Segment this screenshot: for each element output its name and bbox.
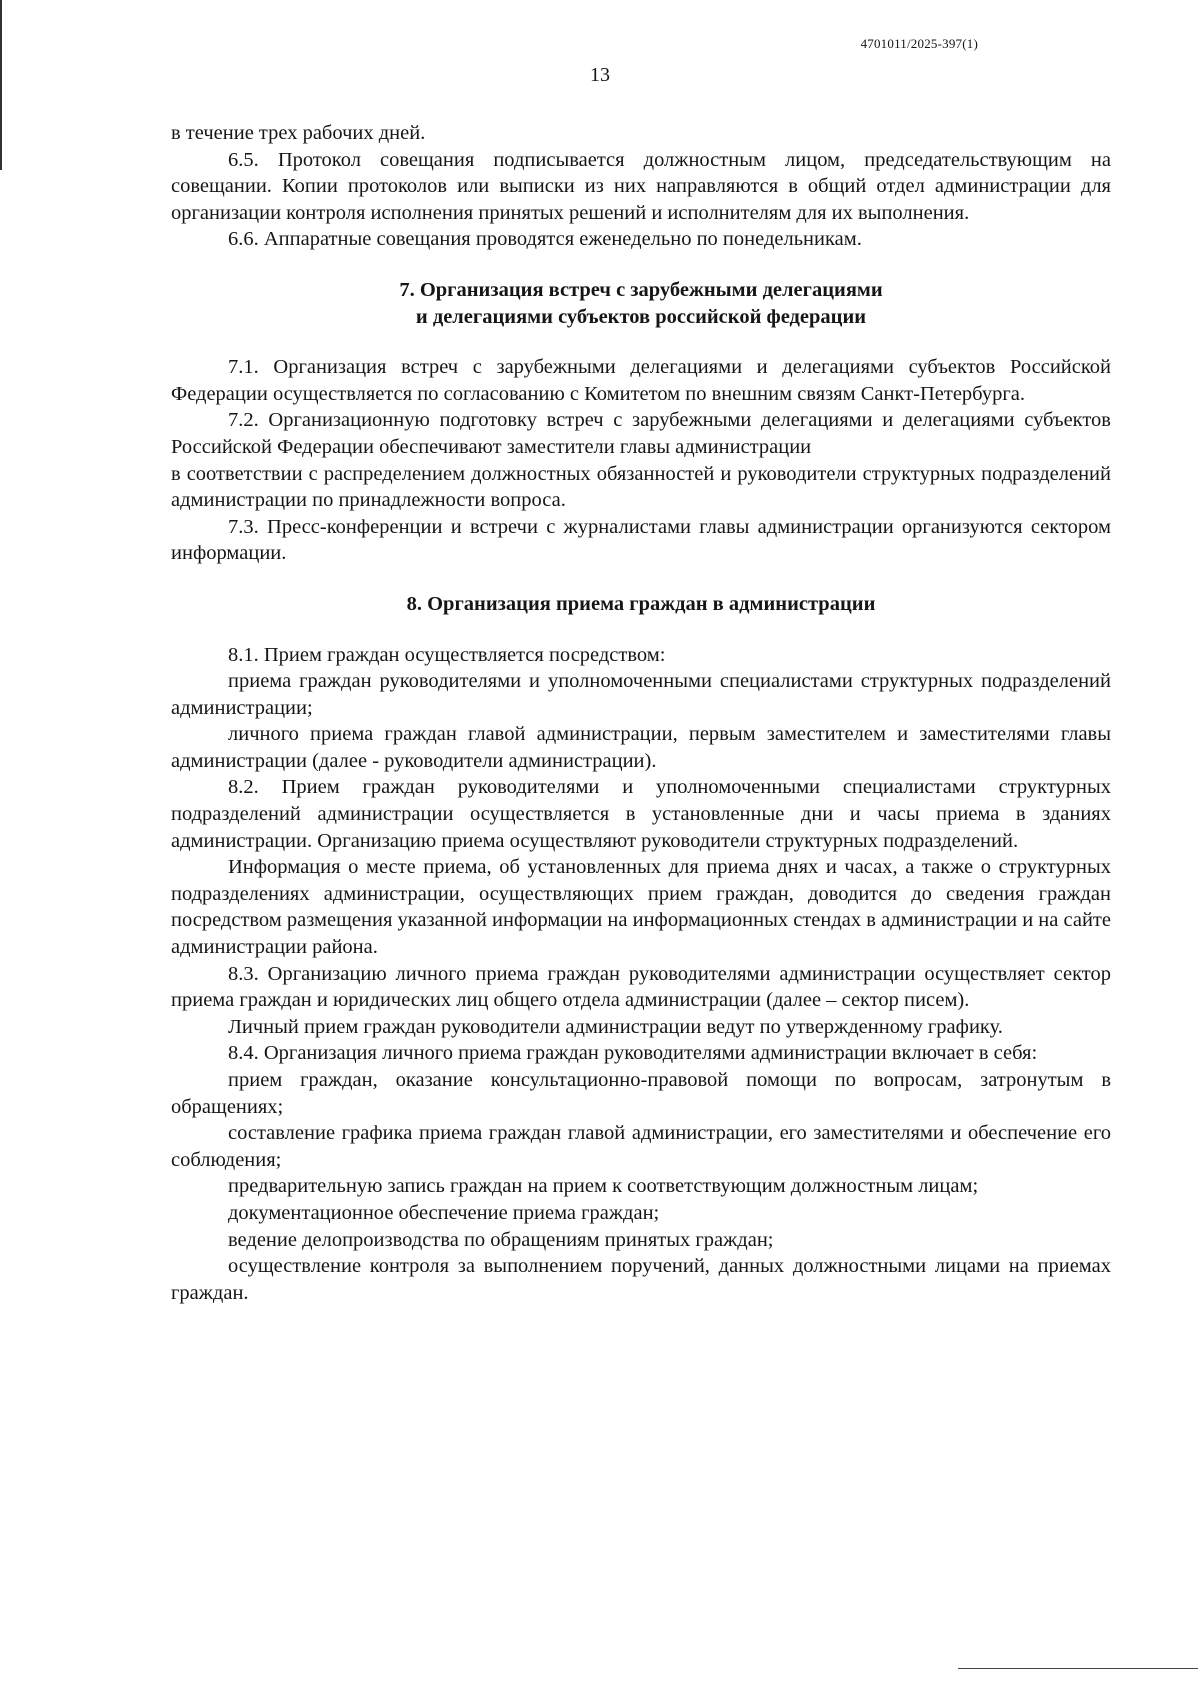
paragraph-continuation: в течение трех рабочих дней. bbox=[171, 122, 426, 144]
paragraph-7-1: 7.1. Организация встреч с зарубежными делегациями и делегациями субъектов Российской Федерации осуществляется по согласованию с Комитетом по внешним связям Санкт-Петербурга. bbox=[171, 356, 1111, 405]
paragraph-7-2: 7.2. Организационную подготовку встреч с зарубежными делегациями и делегациями субъектов Российской Федерации обеспечивают заместители главы администрации bbox=[171, 409, 1111, 458]
paragraph-7-3: 7.3. Пресс-конференции и встречи с журналистами главы администрации организуются сектором информации. bbox=[171, 515, 1111, 565]
paragraph-8-4-item-a: прием граждан, оказание консультационно-правовой помощи по вопросам, затронутым в обращениях; bbox=[171, 1069, 1111, 1118]
footer-rule bbox=[958, 1668, 1198, 1669]
paragraph-8-4-item-e: ведение делопроизводства по обращениям принятых граждан; bbox=[228, 1228, 774, 1251]
paragraph-8-1: 8.1. Прием граждан осуществляется посредством: bbox=[228, 643, 666, 666]
paragraph-7-2-continuation: в соответствии с распределением должностных обязанностей и руководители структурных подразделений администрации по принадлежности вопроса. bbox=[171, 462, 1111, 512]
section-8-title: 8. Организация приема граждан в администрации bbox=[406, 592, 876, 615]
paragraph-8-4-item-d: документационное обеспечение приема граждан; bbox=[228, 1201, 660, 1224]
paragraph-6-5: 6.5. Протокол совещания подписывается должностным лицом, председательствующим на совещании. Копии протоколов или выписки из них направляются в общий отдел администрации для организации контроля исполнения принятых решений и исполнителям для их выполнения. bbox=[171, 148, 1111, 224]
paragraph-8-1-item-a: приема граждан руководителями и уполномоченными специалистами структурных подразделений администрации; bbox=[171, 670, 1111, 719]
page-number: 13 bbox=[590, 64, 610, 86]
paragraph-8-4-item-f: осуществление контроля за выполнением поручений, данных должностными лицами на приемах граждан. bbox=[171, 1255, 1111, 1304]
paragraph-8-3-schedule: Личный прием граждан руководители администрации ведут по утвержденному графику. bbox=[228, 1015, 1003, 1038]
paragraph-8-4-item-c: предварительную запись граждан на прием к соответствующим должностным лицам; bbox=[228, 1175, 979, 1198]
paragraph-6-6: 6.6. Аппаратные совещания проводятся еженедельно по понедельникам. bbox=[228, 228, 862, 251]
paragraph-8-3: 8.3. Организацию личного приема граждан руководителями администрации осуществляет сектор приема граждан и юридических лиц общего отдела администрации (далее – сектор писем). bbox=[171, 962, 1111, 1012]
paragraph-8-2-info: Информация о месте приема, об установленных для приема днях и часах, а также о структурных подразделениях администрации, осуществляющих прием граждан, доводится до сведения граждан посредством размещения указанной информации на информационных стендах в администрации и на сайте администрации района. bbox=[171, 856, 1111, 959]
section-7-title-line-2: и делегациями субъектов российской федерации bbox=[415, 305, 867, 328]
paragraph-8-2: 8.2. Прием граждан руководителями и уполномоченными специалистами структурных подразделений администрации осуществляется в установленные дни и часы приема в зданиях администрации. Организацию приема осуществляют руководители структурных подразделений. bbox=[171, 776, 1111, 852]
paragraph-8-1-item-b: личного приема граждан главой администрации, первым заместителем и заместителями главы администрации (далее - руководители администрации). bbox=[171, 723, 1111, 772]
section-7-title-line-1: 7. Организация встреч с зарубежными делегациями bbox=[399, 278, 883, 301]
paragraph-8-4: 8.4. Организация личного приема граждан руководителями администрации включает в себя: bbox=[228, 1042, 1038, 1065]
document-body bbox=[171, 120, 1111, 1306]
paragraph-8-4-item-b: составление графика приема граждан главой администрации, его заместителями и обеспечение его соблюдения; bbox=[171, 1122, 1111, 1171]
document-registration-number: 4701011/2025-397(1) bbox=[860, 36, 978, 51]
